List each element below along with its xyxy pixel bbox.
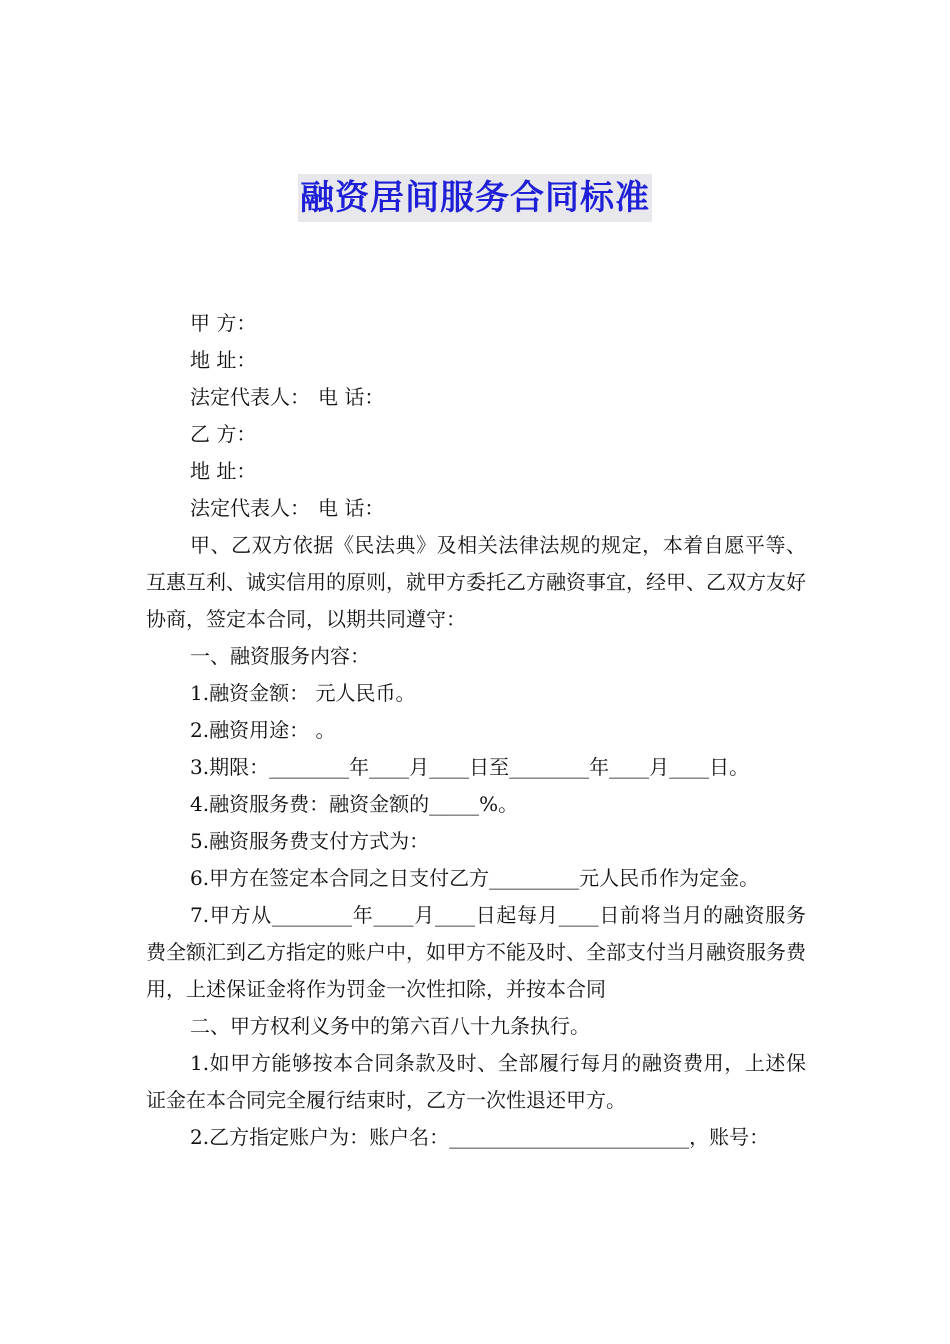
clause-6-deposit: 6.甲方在签定本合同之日支付乙方_________元人民币作为定金。	[190, 866, 760, 890]
title-container	[0, 174, 950, 222]
party-a-line: 甲 方：	[190, 311, 257, 335]
clause-1-amount: 1.融资金额： 元人民币。	[190, 681, 416, 705]
party-a-address-line: 地 址：	[190, 348, 257, 372]
phone-label: 电 话：	[318, 385, 385, 409]
section-2-clause-2-account: 2.乙方指定账户为：账户名：________________________，账号：	[190, 1125, 770, 1149]
section-2-clause-1: 1.如甲方能够按本合同条款及时、全部履行每月的融资费用，上述保证金在本合同完全履行结束时，乙方一次性退还甲方。	[146, 1051, 806, 1112]
document-title: 融资居间服务合同标准	[298, 174, 652, 222]
representative-label: 法定代表人：	[190, 385, 310, 409]
party-a-representative-line	[146, 379, 806, 416]
section-2-heading: 二、甲方权利义务中的第六百八十九条执行。	[190, 1014, 590, 1038]
clause-4-fee: 4.融资服务费：融资金额的_____%。	[190, 792, 519, 816]
clause-7-monthly-payment: 7.甲方从________年____月____日起每月____日前将当月的融资服务费全额汇到乙方指定的账户中，如甲方不能及时、全部支付当月融资服务费用，上述保证金将作为罚金一次性扣除，并按本合同	[146, 903, 806, 1001]
representative-label: 法定代表人：	[190, 496, 310, 520]
party-b-line: 乙 方：	[190, 422, 257, 446]
clause-3-term: 3.期限：________年____月____日至________年____月____日。	[190, 755, 750, 779]
preamble-paragraph: 甲、乙双方依据《民法典》及相关法律法规的规定，本着自愿平等、互惠互利、诚实信用的原则，就甲方委托乙方融资事宜，经甲、乙双方友好协商，签定本合同，以期共同遵守：	[146, 533, 806, 631]
document-body	[146, 305, 806, 1156]
clause-5-payment-method: 5.融资服务费支付方式为：	[190, 829, 430, 853]
clause-2-purpose: 2.融资用途： 。	[190, 718, 336, 742]
party-b-address-line: 地 址：	[190, 459, 257, 483]
phone-label: 电 话：	[318, 496, 385, 520]
section-1-heading: 一、融资服务内容：	[190, 644, 370, 668]
party-b-representative-line	[146, 490, 806, 527]
